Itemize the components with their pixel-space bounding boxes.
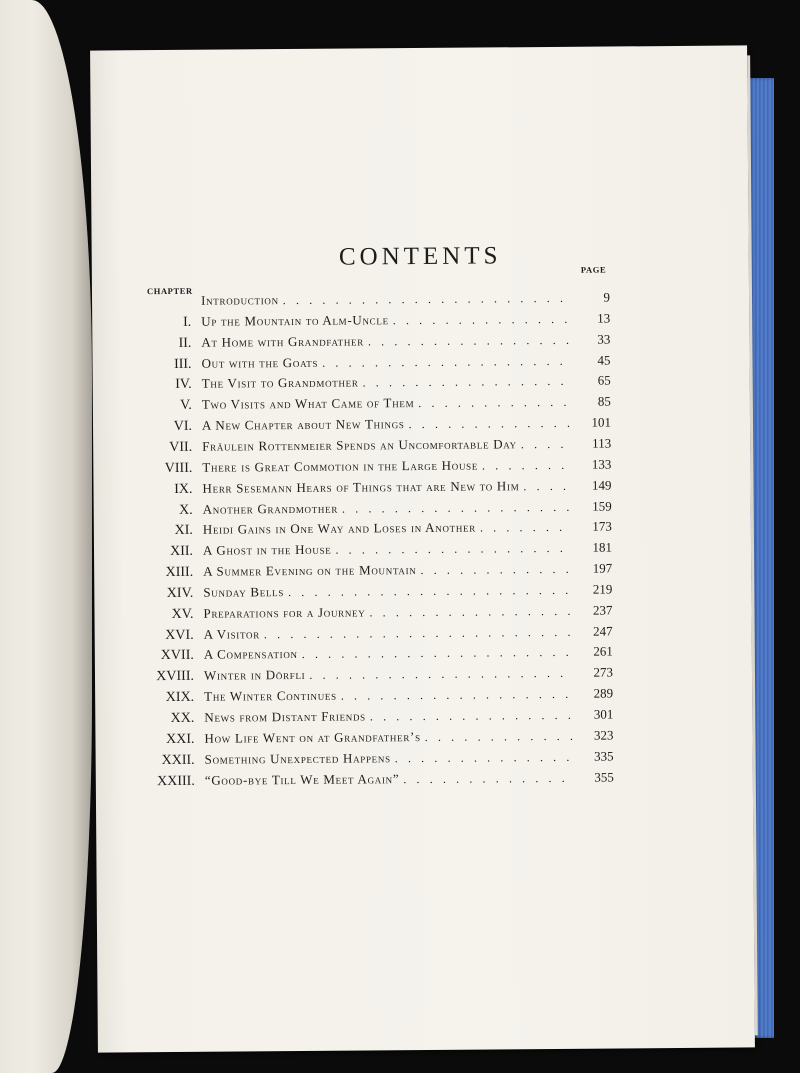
dot-leader bbox=[521, 437, 571, 452]
chapter-title: A Compensation bbox=[203, 646, 298, 663]
dot-leader bbox=[418, 395, 571, 411]
chapter-title: Herr Sesemann Hears of Things that are New to Him bbox=[202, 477, 520, 496]
dot-leader bbox=[480, 520, 572, 536]
toc-entry bbox=[136, 769, 614, 794]
chapter-number: II. bbox=[178, 335, 192, 351]
page-number: 219 bbox=[592, 581, 613, 597]
chapter-title: Fräulein Rottenmeier Spends an Uncomfortable Day bbox=[202, 436, 517, 454]
dot-leader bbox=[523, 478, 571, 493]
chapter-number: XXI. bbox=[166, 731, 195, 747]
chapter-title: Winter in Dörfli bbox=[203, 667, 306, 684]
chapter-number: IX. bbox=[174, 481, 193, 497]
page-number: 301 bbox=[593, 706, 614, 722]
page-number: 197 bbox=[592, 560, 613, 576]
chapter-number: XII. bbox=[170, 543, 194, 560]
chapter-title: Heidi Gains in One Way and Loses in Another bbox=[202, 519, 476, 538]
dot-leader bbox=[370, 708, 574, 725]
page-number: 33 bbox=[597, 331, 611, 347]
chapter-number: XX. bbox=[170, 710, 195, 726]
chapter-title: A Visitor bbox=[203, 625, 260, 642]
page-number: 113 bbox=[592, 435, 612, 451]
chapter-title: Preparations for a Journey bbox=[203, 604, 366, 621]
page-number: 273 bbox=[593, 664, 614, 680]
chapter-number: XI. bbox=[174, 523, 193, 539]
dot-leader bbox=[309, 666, 573, 683]
chapter-title: Two Visits and What Came of Them bbox=[201, 395, 415, 412]
page-number: 335 bbox=[594, 748, 614, 764]
chapter-title: A Ghost in the House bbox=[202, 541, 332, 558]
chapter-number: V. bbox=[179, 398, 192, 414]
page-number: 355 bbox=[594, 769, 614, 785]
dot-leader bbox=[341, 687, 573, 704]
chapter-number: IV. bbox=[175, 377, 192, 393]
page-number: 237 bbox=[592, 602, 613, 618]
page-number: 247 bbox=[593, 623, 613, 639]
chapter-title: Something Unexpected Happens bbox=[204, 749, 391, 767]
dot-leader bbox=[342, 499, 572, 516]
chapter-number: VII. bbox=[169, 439, 193, 455]
dot-leader bbox=[482, 458, 571, 474]
chapter-number: I. bbox=[182, 314, 192, 330]
page-number: 45 bbox=[597, 352, 611, 368]
chapter-number: XVIII. bbox=[156, 669, 195, 685]
chapter-title: Up the Mountain to Alm-Uncle bbox=[201, 312, 389, 329]
page-number: 133 bbox=[591, 456, 612, 472]
dot-leader bbox=[264, 624, 573, 641]
page-title: CONTENTS bbox=[338, 242, 502, 271]
dot-leader bbox=[363, 374, 571, 391]
dot-leader bbox=[425, 729, 574, 745]
chapter-title: How Life Went on at Grandfather’s bbox=[204, 728, 421, 746]
chapter-number: XVII. bbox=[160, 648, 194, 664]
page-number: 289 bbox=[593, 685, 614, 701]
page-number: 9 bbox=[603, 289, 611, 305]
page-number: 13 bbox=[597, 310, 611, 326]
chapter-number: VI. bbox=[173, 418, 193, 435]
chapter-number: XIII. bbox=[165, 564, 194, 581]
dot-leader bbox=[409, 416, 572, 432]
dot-leader bbox=[420, 562, 572, 578]
chapter-title: Introduction bbox=[200, 292, 279, 308]
page-number: 101 bbox=[591, 414, 612, 430]
chapter-number: XXIII. bbox=[157, 773, 195, 789]
dot-leader bbox=[322, 353, 570, 370]
chapter-title: Sunday Bells bbox=[203, 583, 285, 600]
chapter-title: Another Grandmother bbox=[202, 500, 339, 517]
page-number: 159 bbox=[592, 498, 612, 514]
page-column-header: PAGE bbox=[580, 264, 607, 275]
page-number: 181 bbox=[592, 539, 613, 555]
chapter-number: XVI. bbox=[165, 627, 194, 643]
chapter-number: XIV. bbox=[166, 585, 194, 601]
dot-leader bbox=[403, 770, 574, 786]
chapter-number: XV. bbox=[171, 606, 194, 622]
chapter-title: News from Distant Friends bbox=[204, 708, 366, 725]
page-number: 65 bbox=[597, 372, 611, 389]
dot-leader bbox=[283, 291, 570, 308]
chapter-title: At Home with Grandfather bbox=[201, 333, 364, 350]
chapter-number: XXII. bbox=[161, 752, 195, 768]
dot-leader bbox=[369, 604, 572, 621]
dot-leader bbox=[395, 750, 574, 766]
dot-leader bbox=[335, 541, 572, 558]
chapter-title: The Visit to Grandmother bbox=[201, 374, 359, 392]
page-number: 323 bbox=[593, 727, 614, 743]
chapter-title: A New Chapter about New Things bbox=[201, 416, 405, 433]
chapter-number: X. bbox=[179, 502, 193, 518]
chapter-column-header: CHAPTER bbox=[146, 285, 193, 297]
dot-leader bbox=[302, 645, 573, 662]
page-number: 85 bbox=[597, 393, 611, 409]
chapter-title: Out with the Goats bbox=[201, 354, 319, 371]
chapter-number: III. bbox=[173, 356, 192, 372]
page-number: 173 bbox=[592, 518, 612, 535]
chapter-number: VIII. bbox=[164, 460, 193, 476]
dot-leader bbox=[393, 312, 571, 328]
left-page bbox=[0, 0, 92, 1073]
chapter-title: “Good-bye Till We Meet Again” bbox=[204, 770, 400, 788]
chapter-title: The Winter Continues bbox=[204, 687, 337, 704]
page-number: 149 bbox=[591, 477, 612, 493]
chapter-title: A Summer Evening on the Mountain bbox=[203, 562, 417, 579]
dot-leader bbox=[288, 583, 572, 600]
chapter-number: XIX. bbox=[165, 689, 195, 706]
page-number: 261 bbox=[593, 643, 613, 660]
contents-page bbox=[90, 45, 755, 1052]
chapter-number bbox=[132, 305, 201, 306]
chapter-title: There is Great Commotion in the Large House bbox=[202, 457, 479, 475]
dot-leader bbox=[368, 333, 571, 350]
